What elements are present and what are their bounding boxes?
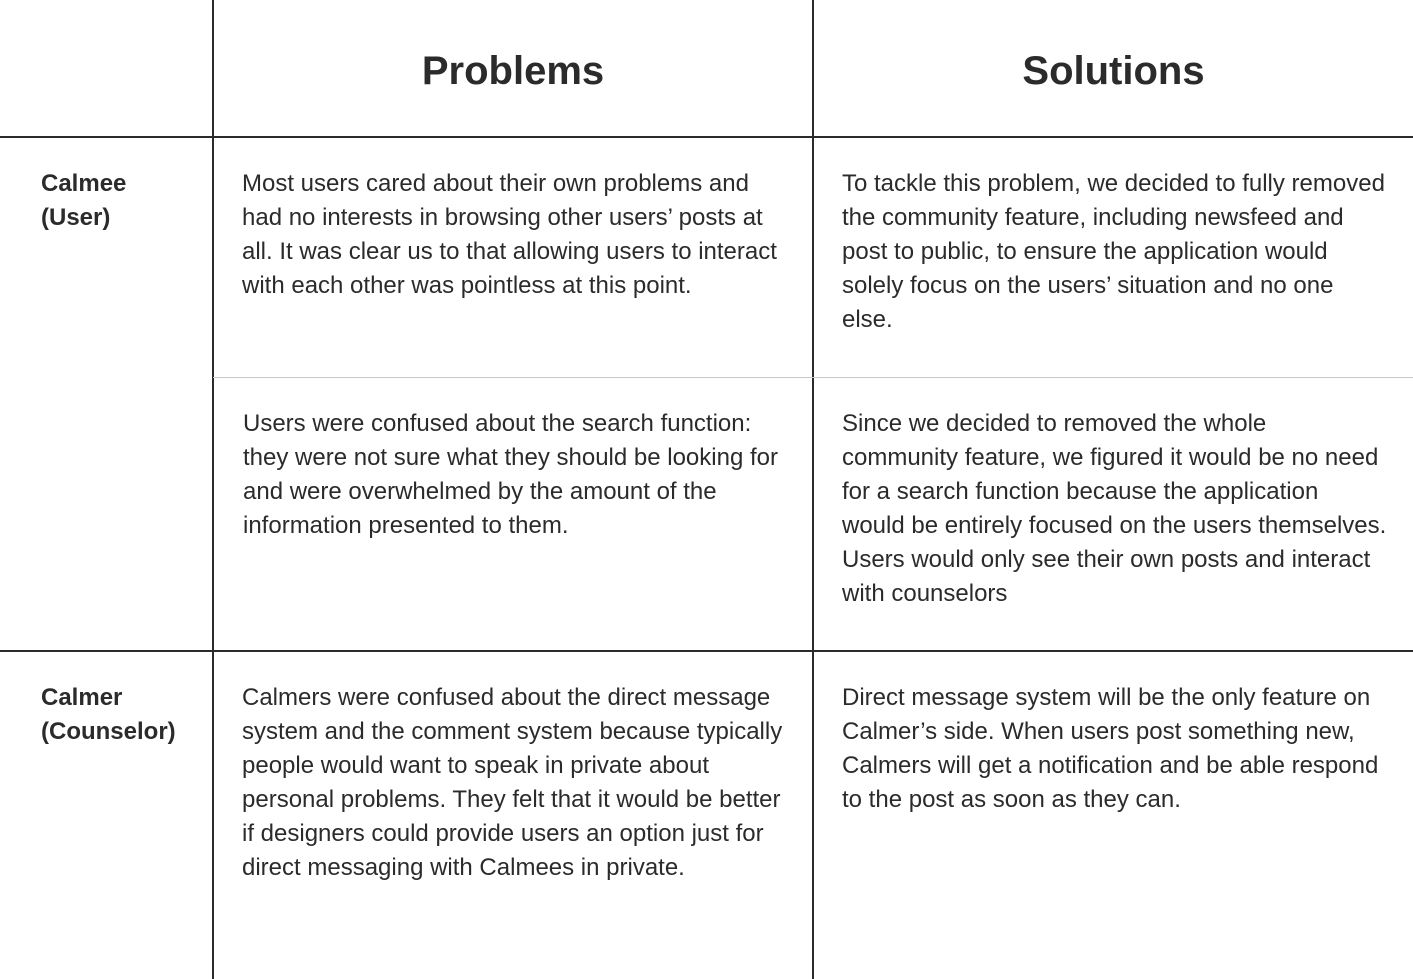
row-label-line: (Counselor) <box>41 718 176 745</box>
problems-header: Problems <box>421 49 605 93</box>
problem-cell: Calmers were confused about the direct message system and the comment system because typically people would want to speak in private about personal problems. They felt that it would be better if designers could provide users an option just for direct messaging with Calmees in private. <box>242 684 783 881</box>
row-divider <box>213 377 1413 378</box>
solution-cell: Direct message system will be the only feature on Calmer’s side. When users post something new, Calmers will get a notification and be able respond to the post as soon as they can. <box>842 684 1379 813</box>
problem-cell: Most users cared about their own problems and had no interests in browsing other users’ posts at all. It was clear us to that allowing users to interact with each other was pointless at this point. <box>242 170 777 299</box>
column-divider-middle <box>812 0 814 979</box>
solution-cell: Since we decided to removed the whole community feature, we figured it would be no need for a search function because the application would be entirely focused on the users themselves. Users would only see their own posts and interact with counselors <box>842 410 1387 607</box>
row-label-line: Calmer <box>41 684 123 711</box>
column-divider-left <box>212 0 214 979</box>
problem-cell: Users were confused about the search function: they were not sure what they should be looking for and were overwhelmed by the amount of the information presented to them. <box>243 410 778 539</box>
row-label-calmee <box>41 167 201 235</box>
row-label-line: Calmee <box>41 170 127 197</box>
section-divider <box>0 650 1413 652</box>
row-label-calmer <box>41 681 201 749</box>
solutions-header: Solutions <box>1022 49 1205 93</box>
solution-cell: To tackle this problem, we decided to fully removed the community feature, including newsfeed and post to public, to ensure the application would solely focus on the users’ situation and no one else. <box>842 170 1385 333</box>
header-divider <box>0 136 1413 138</box>
row-label-line: (User) <box>41 204 111 231</box>
